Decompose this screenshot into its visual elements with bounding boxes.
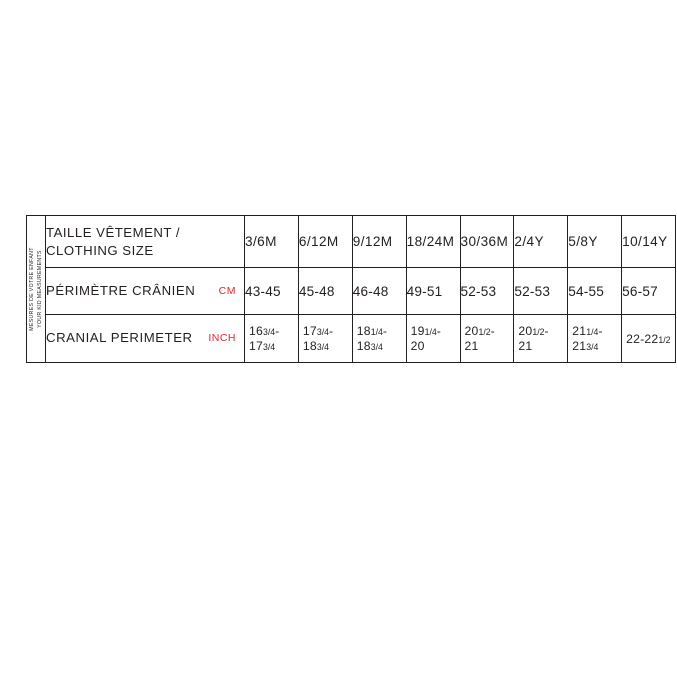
unit-inch: INCH bbox=[208, 332, 236, 345]
inch-value-1: 173/4- 183/4 bbox=[298, 314, 352, 362]
row-label-text: CRANIAL PERIMETER bbox=[46, 330, 193, 346]
size-header-5: 2/4Y bbox=[514, 216, 568, 268]
size-header-6: 5/8Y bbox=[568, 216, 622, 268]
size-chart bbox=[26, 215, 676, 363]
table-header-row bbox=[27, 216, 676, 268]
unit-cm: CM bbox=[218, 284, 236, 297]
clothing-size-title-line-2: CLOTHING SIZE bbox=[46, 242, 154, 258]
size-header-2: 9/12M bbox=[352, 216, 406, 268]
cm-value-6: 54-55 bbox=[568, 268, 622, 314]
row-label-text: PÉRIMÈTRE CRÂNIEN bbox=[46, 283, 196, 299]
inch-value-3: 191/4- 20 bbox=[406, 314, 460, 362]
table-row-inch bbox=[27, 314, 676, 362]
inch-value-2: 181/4- 183/4 bbox=[352, 314, 406, 362]
side-label-line-1: MESURES DE VOTRE ENFANT bbox=[28, 247, 35, 331]
inch-value-7: 22-221/2 bbox=[622, 314, 676, 362]
cm-value-4: 52-53 bbox=[460, 268, 514, 314]
inch-value-4: 201/2- 21 bbox=[460, 314, 514, 362]
row-label-cranial-perimeter-en bbox=[46, 314, 245, 362]
size-header-4: 30/36M bbox=[460, 216, 514, 268]
cm-value-2: 46-48 bbox=[352, 268, 406, 314]
side-label-cell bbox=[27, 216, 46, 363]
cm-value-7: 56-57 bbox=[622, 268, 676, 314]
side-label-text bbox=[28, 247, 44, 331]
size-header-7: 10/14Y bbox=[622, 216, 676, 268]
cm-value-5: 52-53 bbox=[514, 268, 568, 314]
clothing-size-title-line-1: TAILLE VÊTEMENT / bbox=[46, 224, 181, 240]
inch-value-6: 211/4- 213/4 bbox=[568, 314, 622, 362]
inch-value-0: 163/4- 173/4 bbox=[245, 314, 299, 362]
inch-value-5: 201/2- 21 bbox=[514, 314, 568, 362]
cm-value-3: 49-51 bbox=[406, 268, 460, 314]
clothing-size-title bbox=[46, 216, 245, 268]
cm-value-0: 43-45 bbox=[245, 268, 299, 314]
table-row-cm bbox=[27, 268, 676, 314]
size-header-1: 6/12M bbox=[298, 216, 352, 268]
size-header-3: 18/24M bbox=[406, 216, 460, 268]
cm-value-1: 45-48 bbox=[298, 268, 352, 314]
side-label-line-2: YOUR KID MEASUREMENTS bbox=[37, 250, 43, 328]
row-label-cranial-perimeter-fr bbox=[46, 268, 245, 314]
size-header-0: 3/6M bbox=[245, 216, 299, 268]
size-chart-table bbox=[26, 215, 676, 363]
